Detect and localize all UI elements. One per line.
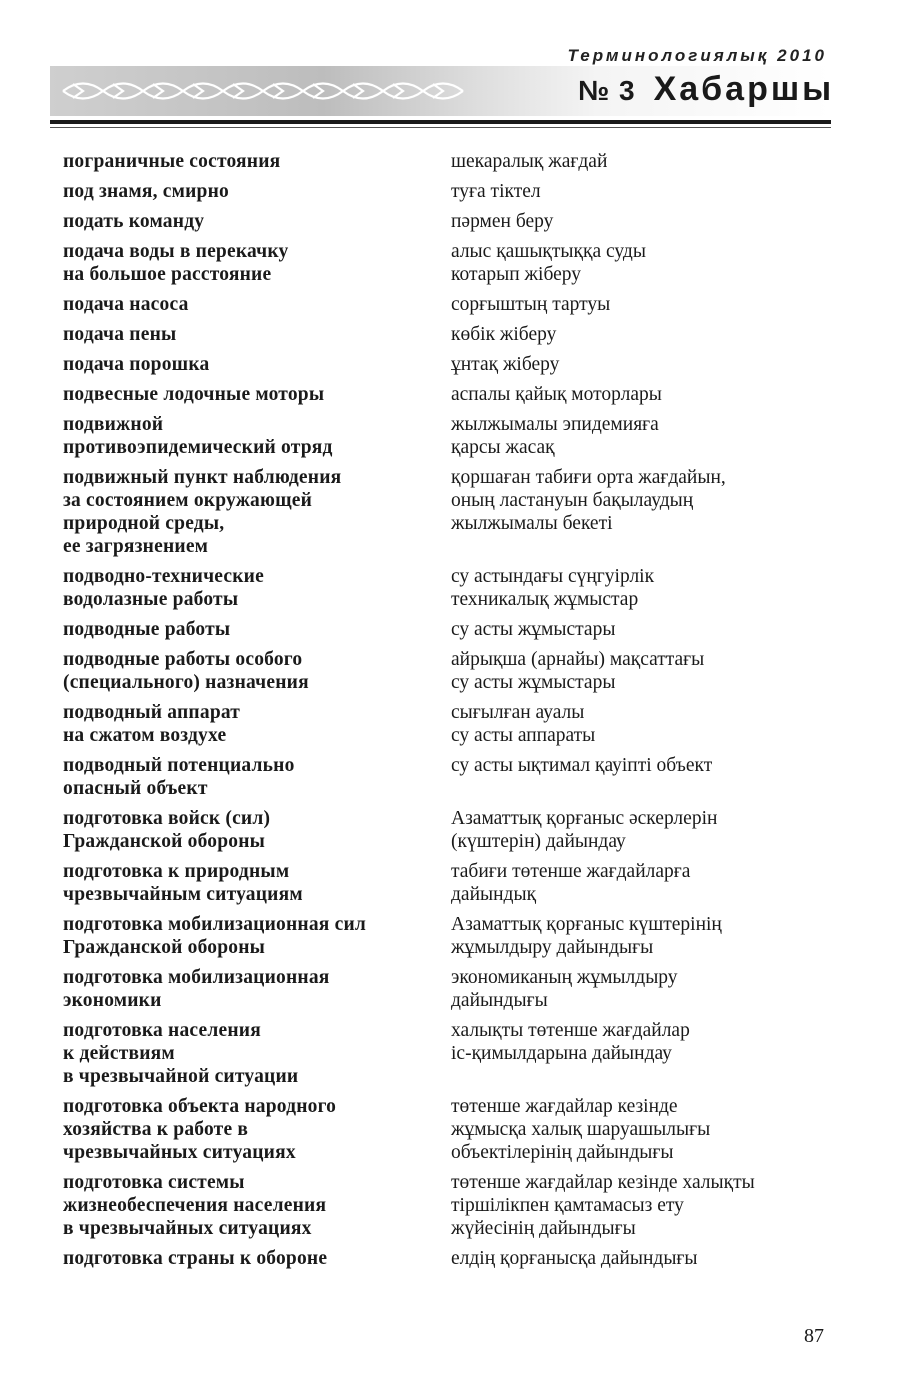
- term-kazakh: халықты төтенше жағдайлар іс-қимылдарына дайындау: [451, 1020, 690, 1064]
- glossary-entry: [63, 565, 823, 611]
- term-kazakh: көбік жіберу: [451, 324, 557, 345]
- term-russian: подводный потенциально опасный объект: [63, 755, 295, 799]
- term-kazakh: су асты ықтимал қауіпті объект: [451, 755, 713, 776]
- term-kazakh: су асты жұмыстары: [451, 619, 616, 640]
- header-rule-thick: [50, 120, 831, 124]
- glossary-entry: [63, 180, 823, 203]
- glossary-entry: [63, 353, 823, 376]
- journal-name: [568, 46, 827, 66]
- term-kazakh: төтенше жағдайлар кезінде халықты тіршілікпен қамтамасыз ету жүйесінің дайындығы: [451, 1172, 755, 1239]
- term-kazakh: төтенше жағдайлар кезінде жұмысқа халық шаруашылығы объектілерінің дайындығы: [451, 1096, 711, 1163]
- term-kazakh: жылжымалы эпидемияға қарсы жасақ: [451, 414, 659, 458]
- term-russian: подача порошка: [63, 354, 210, 375]
- term-russian: подготовка объекта народного хозяйства к работе в чрезвычайных ситуациях: [63, 1096, 337, 1163]
- glossary-entry: [63, 701, 823, 747]
- term-kazakh: туға тіктел: [451, 181, 541, 202]
- term-kazakh: айрықша (арнайы) мақсаттағы су асты жұмыстары: [451, 649, 705, 693]
- glossary-entry: [63, 1019, 823, 1088]
- glossary-entry: [63, 150, 823, 173]
- term-russian: пограничные состояния: [63, 151, 281, 172]
- glossary-entry: [63, 618, 823, 641]
- term-russian: подготовка населения к действиям в чрезвычайной ситуации: [63, 1020, 299, 1087]
- issue-number: № 3: [578, 75, 636, 106]
- journal-name-text: Терминологиялық: [567, 46, 770, 65]
- journal-title-text: Хабаршы: [653, 70, 835, 108]
- glossary-entry: [63, 1171, 823, 1240]
- glossary-entry: [63, 323, 823, 346]
- term-russian: подача пены: [63, 324, 177, 345]
- glossary-entry: [63, 210, 823, 233]
- glossary-entry: [63, 966, 823, 1012]
- term-russian: подготовка войск (сил) Гражданской обороны: [63, 808, 271, 852]
- journal-title: [578, 70, 834, 109]
- term-kazakh: сорғыштың тартуы: [451, 294, 611, 315]
- term-kazakh: экономиканың жұмылдыру дайындығы: [451, 967, 678, 1011]
- term-russian: подготовка страны к обороне: [63, 1248, 328, 1269]
- glossary-entries: [63, 150, 823, 1277]
- glossary-entry: [63, 648, 823, 694]
- term-russian: подводные работы: [63, 619, 231, 640]
- term-kazakh: су астындағы сүңгуірлік техникалық жұмыстар: [451, 566, 655, 610]
- term-russian: под знамя, смирно: [63, 181, 229, 202]
- term-russian: подготовка к природным чрезвычайным ситуациям: [63, 861, 303, 905]
- term-russian: подготовка мобилизационная сил Гражданской обороны: [63, 914, 367, 958]
- term-russian: подводные работы особого (специального) назначения: [63, 649, 309, 693]
- glossary-entry: [63, 807, 823, 853]
- page-number: 87: [804, 1325, 824, 1347]
- term-kazakh: сығылған ауалы су асты аппараты: [451, 702, 596, 746]
- term-russian: подать команду: [63, 211, 205, 232]
- term-russian: подача воды в перекачку на большое расстояние: [63, 241, 289, 285]
- term-russian: подготовка системы жизнеобеспечения населения в чрезвычайных ситуациях: [63, 1172, 327, 1239]
- term-russian: подвижный пункт наблюдения за состоянием окружающей природной среды, ее загрязнением: [63, 467, 342, 557]
- term-kazakh: елдің қорғанысқа дайындығы: [451, 1248, 698, 1269]
- term-kazakh: қоршаған табиғи орта жағдайын, оның ластануын бақылаудың жылжымалы бекеті: [451, 467, 726, 534]
- term-kazakh: табиғи төтенше жағдайларға дайындық: [451, 861, 691, 905]
- glossary-entry: [63, 754, 823, 800]
- term-kazakh: пәрмен беру: [451, 211, 554, 232]
- term-russian: подводный аппарат на сжатом воздухе: [63, 702, 241, 746]
- term-russian: подача насоса: [63, 294, 189, 315]
- ornament-icon: [58, 72, 488, 110]
- glossary-entry: [63, 913, 823, 959]
- term-kazakh: шекаралық жағдай: [451, 151, 608, 172]
- glossary-entry: [63, 860, 823, 906]
- glossary-entry: [63, 1095, 823, 1164]
- glossary-entry: [63, 1247, 823, 1270]
- header-rule-thin: [50, 127, 831, 128]
- term-russian: подводно-технические водолазные работы: [63, 566, 264, 610]
- glossary-entry: [63, 240, 823, 286]
- term-kazakh: алыс қашықтыққа суды котарып жіберу: [451, 241, 646, 285]
- glossary-entry: [63, 413, 823, 459]
- term-kazakh: Азаматтық қорғаныс әскерлерін (күштерін) дайындау: [451, 808, 718, 852]
- glossary-entry: [63, 466, 823, 558]
- term-russian: подвесные лодочные моторы: [63, 384, 325, 405]
- glossary-entry: [63, 383, 823, 406]
- term-kazakh: Азаматтық қорғаныс күштерінің жұмылдыру дайындығы: [451, 914, 722, 958]
- term-kazakh: аспалы қайық моторлары: [451, 384, 662, 405]
- term-russian: подготовка мобилизационная экономики: [63, 967, 330, 1011]
- glossary-entry: [63, 293, 823, 316]
- term-kazakh: ұнтақ жіберу: [451, 354, 560, 375]
- journal-year: 2010: [777, 46, 827, 65]
- term-russian: подвижной противоэпидемический отряд: [63, 414, 333, 458]
